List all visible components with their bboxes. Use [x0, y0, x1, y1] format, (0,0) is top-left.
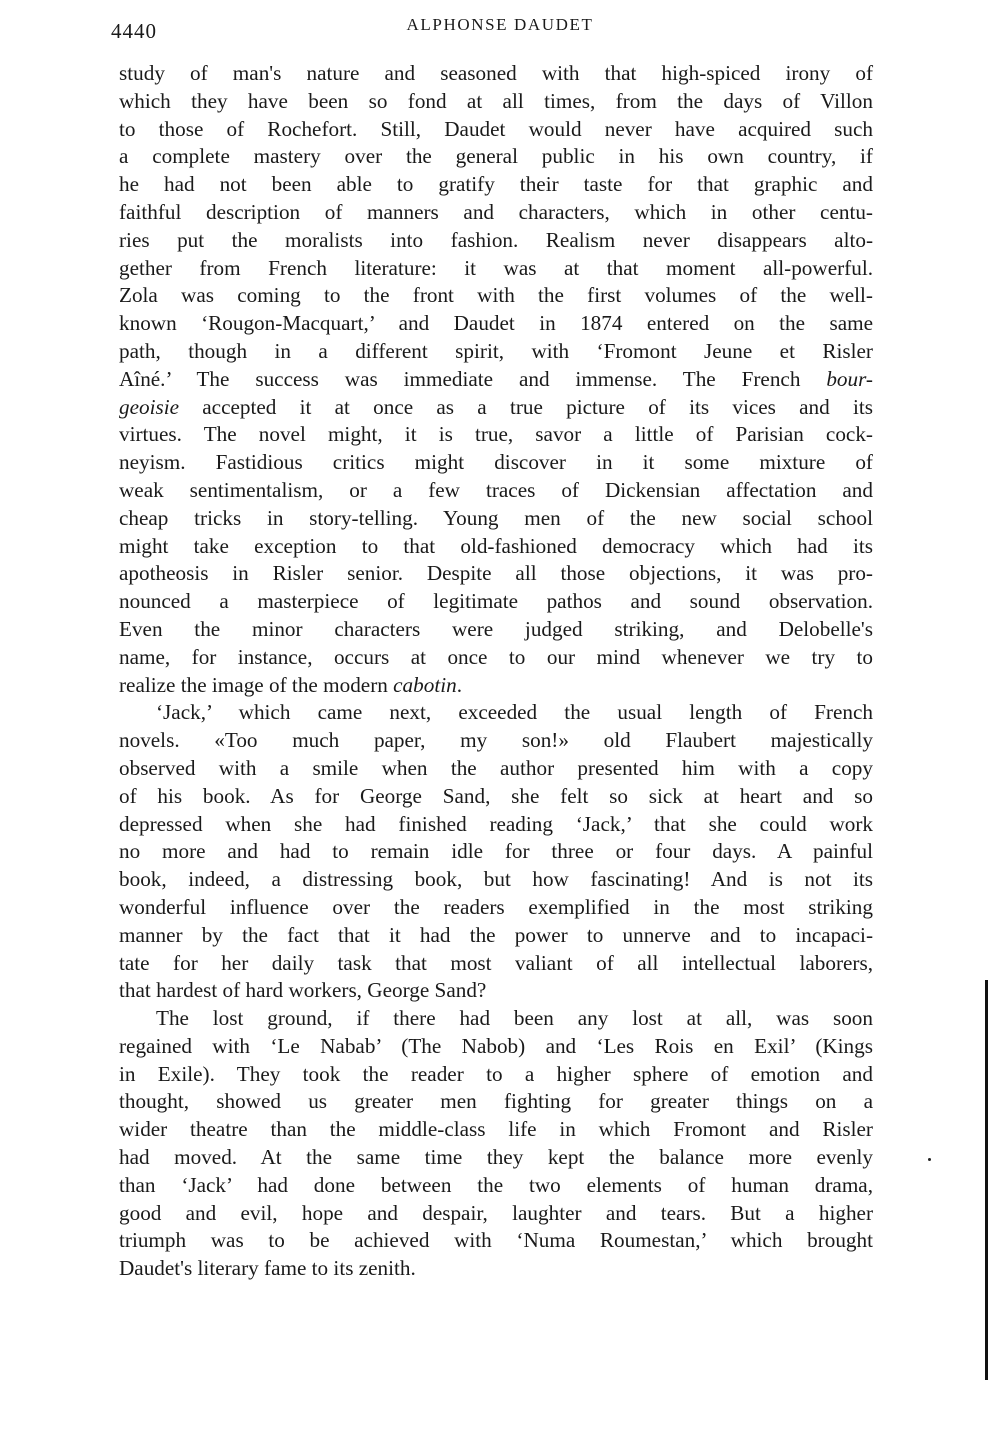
text-line: than ‘Jack’ had done between the two elements of human drama,	[119, 1172, 873, 1197]
text-line: which they have been so fond at all times, from the days of Villon	[119, 88, 873, 113]
text-line: to those of Rochefort. Still, Daudet would never have acquired such	[119, 116, 873, 141]
text-line: Daudet's literary fame to its zenith.	[119, 1256, 416, 1281]
text-line: no more and had to remain idle for three or four days. A painful	[119, 839, 873, 864]
text-line: realize the image of the modern cabotin.	[119, 672, 462, 697]
text-line: ries put the moralists into fashion. Realism never disappears alto-	[119, 227, 873, 252]
page-number: 4440	[111, 19, 157, 43]
text-line: apotheosis in Risler senior. Despite all those objections, it was pro-	[119, 561, 873, 586]
text-line: depressed when she had finished reading ‘Jack,’ that she could work	[119, 811, 873, 836]
text-line: might take exception to that old-fashioned democracy which had its	[119, 533, 873, 558]
text-line: geoisie accepted it at once as a true picture of its vices and its	[119, 394, 873, 419]
text-line: had moved. At the same time they kept the balance more evenly	[119, 1145, 873, 1170]
text-line: known ‘Rougon-Macquart,’ and Daudet in 1874 entered on the same	[119, 311, 873, 336]
text-line: novels. «Too much paper, my son!» old Flaubert majestically	[119, 728, 873, 753]
text-line: neyism. Fastidious critics might discover in it some mixture of	[119, 450, 873, 475]
text-line: thought, showed us greater men fighting for greater things on a	[119, 1089, 873, 1114]
text-line: manner by the fact that it had the power to unnerve and to incapaci-	[119, 922, 873, 947]
text-line: he had not been able to gratify their taste for that graphic and	[119, 172, 873, 197]
text-line: ‘Jack,’ which came next, exceeded the usual length of French	[156, 700, 873, 725]
text-line: nounced a masterpiece of legitimate pathos and sound observation.	[119, 589, 873, 614]
text-line: virtues. The novel might, it is true, savor a little of Parisian cock-	[119, 422, 873, 447]
text-line: triumph was to be achieved with ‘Numa Roumestan,’ which brought	[119, 1228, 873, 1253]
text-line: a complete mastery over the general public in his own country, if	[119, 144, 873, 169]
text-line: book, indeed, a distressing book, but how fascinating! And is not its	[119, 867, 873, 892]
running-title: ALPHONSE DAUDET	[406, 15, 594, 34]
text-line: wider theatre than the middle-class life in which Fromont and Risler	[119, 1117, 873, 1142]
text-line: Even the minor characters were judged striking, and Delobelle's	[119, 616, 873, 641]
text-line: cheap tricks in story-telling. Young men of the new social school	[119, 505, 873, 530]
text-line: that hardest of hard workers, George Sand?	[119, 978, 487, 1003]
margin-scan-edge	[985, 980, 988, 1380]
running-head	[0, 15, 1000, 35]
text-line: gether from French literature: it was at that moment all-powerful.	[119, 255, 873, 280]
text-line: path, though in a different spirit, with ‘Fromont Jeune et Risler	[119, 338, 873, 363]
text-line: in Exile). They took the reader to a higher sphere of emotion and	[119, 1061, 873, 1086]
text-line: The lost ground, if there had been any lost at all, was soon	[156, 1006, 873, 1031]
text-line: weak sentimentalism, or a few traces of Dickensian affectation and	[119, 477, 873, 502]
text-line: Aîné.’ The success was immediate and immense. The French bour-	[119, 366, 873, 391]
text-line: observed with a smile when the author presented him with a copy	[119, 755, 873, 780]
text-line: good and evil, hope and despair, laughter and tears. But a higher	[119, 1200, 873, 1225]
text-line: tate for her daily task that most valiant of all intellectual laborers,	[119, 950, 873, 975]
text-line: wonderful influence over the readers exemplified in the most striking	[119, 894, 873, 919]
text-line: name, for instance, occurs at once to our mind whenever we try to	[119, 644, 873, 669]
margin-dot	[928, 1158, 931, 1161]
text-line: faithful description of manners and characters, which in other centu-	[119, 199, 873, 224]
text-line: study of man's nature and seasoned with that high-spiced irony of	[119, 61, 873, 85]
body-text	[119, 60, 873, 1283]
text-line: of his book. As for George Sand, she felt so sick at heart and so	[119, 783, 873, 808]
text-line: regained with ‘Le Nabab’ (The Nabob) and ‘Les Rois en Exil’ (Kings	[119, 1033, 873, 1058]
text-line: Zola was coming to the front with the first volumes of the well-	[119, 283, 873, 308]
